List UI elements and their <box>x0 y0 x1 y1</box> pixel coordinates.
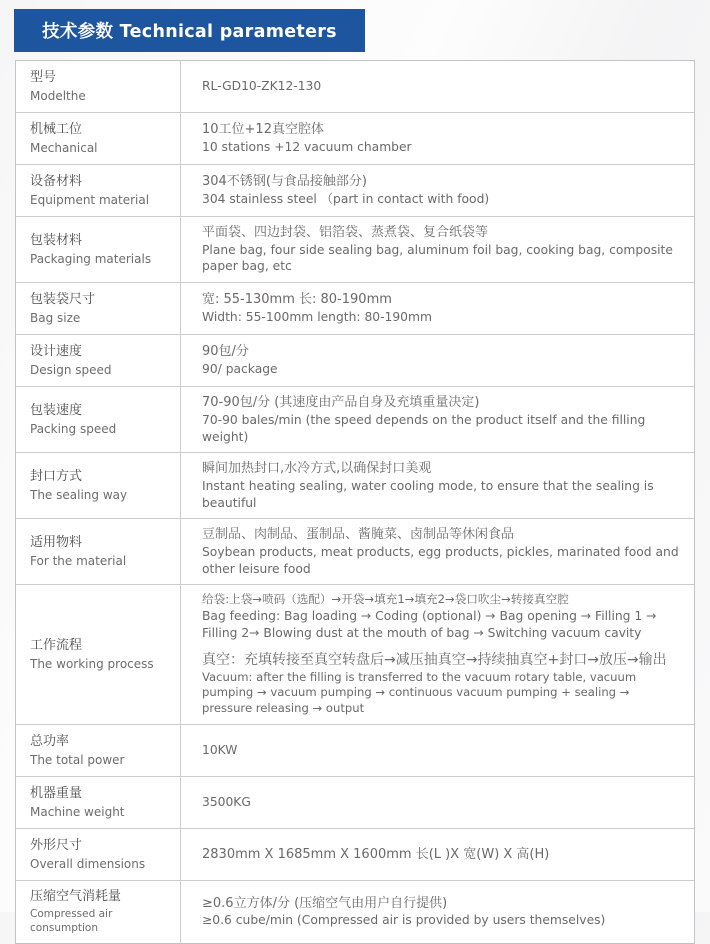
param-value-line: 304 stainless steel （part in contact with food) <box>202 191 490 206</box>
param-value-cell <box>181 829 694 880</box>
param-value-line: ≥0.6立方体/分 (压缩空气由用户自行提供) <box>202 895 448 911</box>
param-label-zh: 机械工位 <box>30 121 83 137</box>
param-label-cell <box>16 283 181 334</box>
param-value-line: 平面袋、四边封袋、铝箔袋、蒸煮袋、复合纸袋等 <box>202 225 489 240</box>
param-label-en: Packaging materials <box>30 252 152 267</box>
param-label-en: Bag size <box>30 311 81 326</box>
param-label-zh: 包装速度 <box>30 402 83 418</box>
section-header-banner <box>14 9 365 52</box>
param-label-zh: 包装材料 <box>30 232 83 248</box>
param-value-cell <box>181 283 694 334</box>
param-label-cell <box>16 217 181 282</box>
param-value-cell <box>181 519 694 584</box>
param-value-line: 宽: 55-130mm 长: 80-190mm <box>202 292 392 308</box>
param-value-cell <box>181 61 694 112</box>
param-value-cell <box>181 113 694 164</box>
param-value-line: 豆制品、肉制品、蛋制品、酱腌菜、卤制品等休闲食品 <box>202 527 515 543</box>
param-value-line: 70-90包/分 (其速度由产品自身及充填重量决定) <box>202 395 480 411</box>
table-row <box>16 113 694 165</box>
param-label-zh: 封口方式 <box>30 469 83 485</box>
param-label-zh: 适用物料 <box>30 535 83 551</box>
param-value-line: Width: 55-100mm length: 80-190mm <box>202 310 432 325</box>
param-value-line: Soybean products, meat products, egg products, pickles, marinated food and other leisure food <box>202 545 679 576</box>
param-label-en: Machine weight <box>30 804 125 819</box>
param-label-zh: 包装袋尺寸 <box>30 291 96 307</box>
param-value-line: 90/ package <box>202 362 278 377</box>
param-label-en: Mechanical <box>30 141 98 155</box>
param-label-cell <box>16 519 181 584</box>
param-value-line: 真空：充填转接至真空转盘后→减压抽真空→持续抽真空+封口→放压→输出 <box>202 651 667 668</box>
param-label-zh: 设计速度 <box>30 343 83 359</box>
table-row <box>16 217 694 283</box>
param-value-cell <box>181 217 694 282</box>
param-label-zh: 设备材料 <box>30 173 83 189</box>
param-value-cell <box>181 165 694 216</box>
param-value-cell <box>181 777 694 828</box>
param-label-en: Modelthe <box>30 89 86 103</box>
param-value-line: 瞬间加热封口,水冷方式,以确保封口美观 <box>202 461 432 477</box>
param-value-line: Vacuum: after the filling is transferred to the vacuum rotary table, vacuum pumping → vacuum pumping → continuous vacuum pumping + sealing → pressure releasing → output <box>202 669 637 716</box>
section-title: 技术参数 Technical parameters <box>42 22 337 42</box>
table-row <box>16 335 694 387</box>
param-label-cell <box>16 777 181 828</box>
param-value-line: 90包/分 <box>202 344 249 360</box>
param-label-zh: 机器重量 <box>30 785 83 801</box>
param-label-en: The total power <box>30 752 125 767</box>
table-row <box>16 585 694 725</box>
param-value-cell <box>181 725 694 776</box>
param-label-en: Design speed <box>30 363 112 378</box>
param-label-en: Equipment material <box>30 193 150 207</box>
param-label-en: Packing speed <box>30 422 117 437</box>
param-value-line: ≥0.6 cube/min (Compressed air is provided by users themselves) <box>202 913 606 928</box>
param-label-zh: 压缩空气消耗量 <box>30 888 122 904</box>
param-label-cell <box>16 585 181 724</box>
param-value-line: Instant heating sealing, water cooling mode, to ensure that the sealing is beautiful <box>202 478 654 510</box>
table-row <box>16 725 694 777</box>
param-value-cell <box>181 585 694 724</box>
param-label-cell <box>16 453 181 518</box>
param-value-line: 304不锈钢(与食品接触部分) <box>202 174 367 190</box>
param-value-line: 2830mm X 1685mm X 1600mm 长(L )X 宽(W) X 高(H) <box>202 846 550 862</box>
param-value-line: 3500KG <box>202 795 251 810</box>
param-value-line: RL-GD10-ZK12-130 <box>202 79 322 94</box>
param-label-cell <box>16 113 181 164</box>
param-label-en: For the material <box>30 554 127 569</box>
param-label-cell <box>16 725 181 776</box>
param-value-cell <box>181 387 694 452</box>
param-value-line: 70-90 bales/min (the speed depends on the product itself and the filling weight) <box>202 412 646 444</box>
table-row <box>16 453 694 519</box>
param-label-en: The sealing way <box>30 488 128 503</box>
param-label-cell <box>16 387 181 452</box>
param-label-cell <box>16 335 181 386</box>
param-label-zh: 工作流程 <box>30 638 83 654</box>
table-row <box>16 387 694 453</box>
table-row <box>16 829 694 881</box>
param-value-cell <box>181 335 694 386</box>
table-row <box>16 61 694 113</box>
param-label-zh: 总功率 <box>30 733 70 749</box>
param-value-line: Bag feeding: Bag loading → Coding (optional) → Bag opening → Filling 1 → Filling 2→ Blowing dust at the mouth of bag → Switching vacuum cavity <box>202 609 657 640</box>
table-row <box>16 165 694 217</box>
param-label-en: The working process <box>30 657 154 672</box>
param-label-cell <box>16 61 181 112</box>
param-label-en: Overall dimensions <box>30 856 146 871</box>
param-value-line: 10工位+12真空腔体 <box>202 122 324 138</box>
parameters-table <box>15 60 695 944</box>
param-value-cell <box>181 453 694 518</box>
param-label-cell <box>16 165 181 216</box>
param-label-zh: 型号 <box>30 69 57 85</box>
param-label-cell <box>16 829 181 880</box>
param-value-line: 10 stations +12 vacuum chamber <box>202 139 412 154</box>
param-value-line: 10KW <box>202 743 238 758</box>
param-label-en: Compressed air consumption <box>30 908 113 935</box>
table-row <box>16 519 694 585</box>
table-row <box>16 283 694 335</box>
table-row <box>16 777 694 829</box>
param-value-line: 给袋:上袋→喷码（选配）→开袋→填充1→填充2→袋口吹尘→转接真空腔 <box>202 592 569 607</box>
param-label-zh: 外形尺寸 <box>30 837 83 853</box>
param-value-line: Plane bag, four side sealing bag, aluminum foil bag, cooking bag, composite paper bag, etc <box>202 242 673 274</box>
